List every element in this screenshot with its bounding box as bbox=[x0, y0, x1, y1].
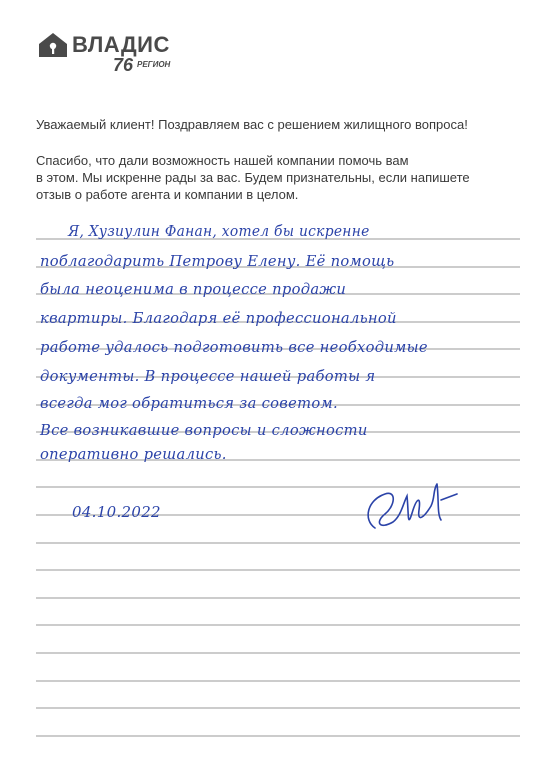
review-line: была неоценима в процессе продажи bbox=[40, 280, 347, 298]
review-line: поблагодарить Петрову Елену. Её помощь bbox=[40, 252, 395, 270]
review-line: документы. В процессе нашей работы я bbox=[40, 367, 376, 385]
intro-body-line: отзыв о работе агента и компании в целом. bbox=[36, 187, 299, 202]
logo-brand: ВЛАДИС bbox=[72, 32, 170, 57]
intro-body-line: Спасибо, что дали возможность нашей компании помочь вам bbox=[36, 153, 409, 168]
intro-body-line: в этом. Мы искренне рады за вас. Будем признательны, если напишете bbox=[36, 170, 470, 185]
logo-region-number: 76 bbox=[113, 55, 134, 75]
review-line: Все возникавшие вопросы и сложности bbox=[40, 421, 368, 439]
review-line: оперативно решались. bbox=[40, 445, 227, 463]
review-line: всегда мог обратиться за советом. bbox=[40, 394, 338, 412]
review-line: квартиры. Благодаря её профессиональной bbox=[40, 309, 397, 327]
review-line: работе удалось подготовить все необходимые bbox=[40, 338, 428, 356]
signature-icon bbox=[345, 470, 465, 540]
greeting-text: Уважаемый клиент! Поздравляем вас с решением жилищного вопроса! bbox=[36, 117, 468, 132]
review-line: Я, Хузиулин Фанан, хотел бы искренне bbox=[68, 222, 370, 240]
logo-region-word: РЕГИОН bbox=[137, 60, 171, 69]
review-date: 04.10.2022 bbox=[72, 503, 161, 521]
